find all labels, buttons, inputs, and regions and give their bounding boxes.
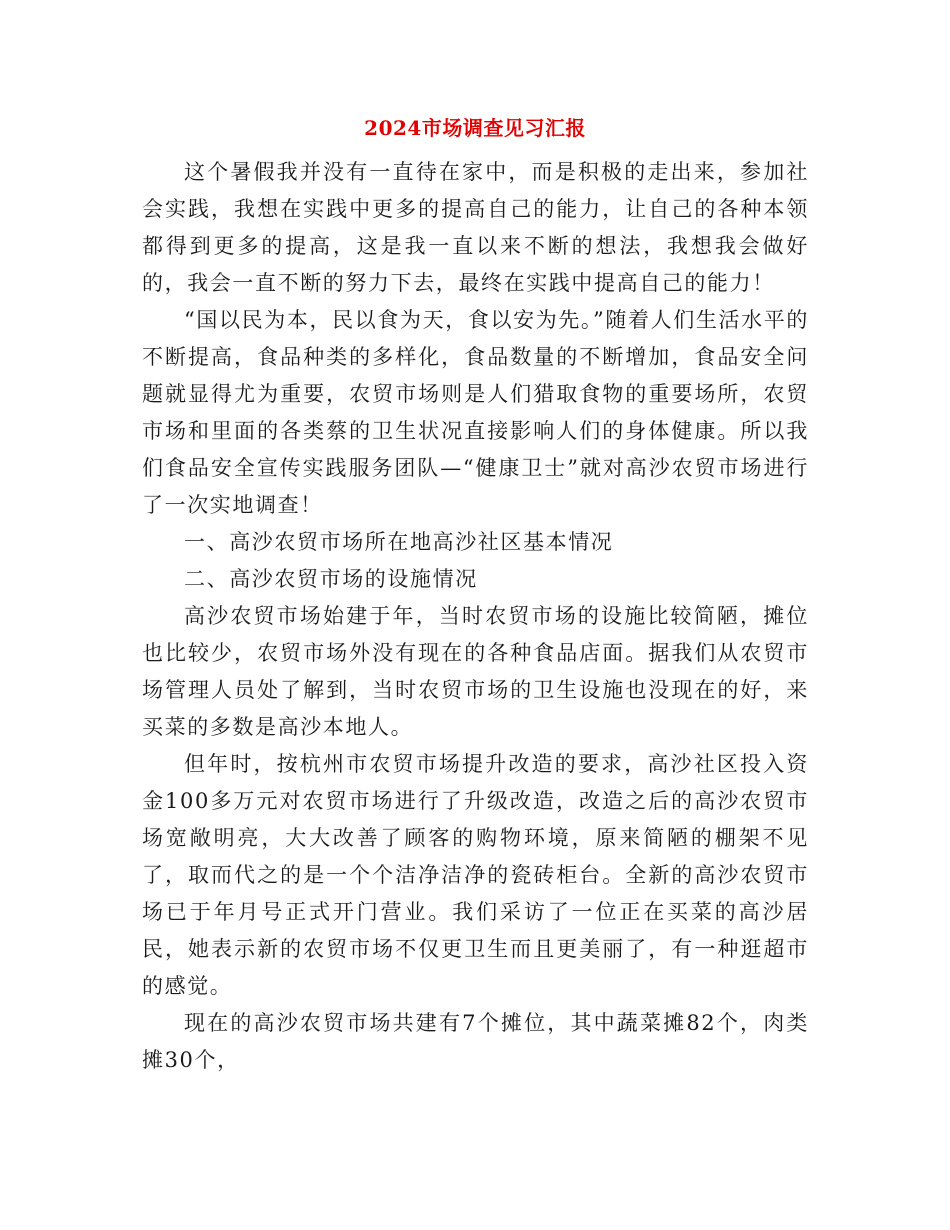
- section-heading-2: 二、高沙农贸市场的设施情况: [184, 567, 478, 591]
- paragraph-history: 高沙农贸市场始建于年，当时农贸市场的设施比较简陋，摊位也比较少，农贸市场外没有现在的各种食品店面。据我们从农贸市场管理人员处了解到，当时农贸市场的卫生设施也没现在的好，来买菜的多数是高沙本地人。: [142, 604, 809, 739]
- paragraph-food-safety: “国以民为本，民以食为天，食以安为先。”随着人们生活水平的不断提高，食品种类的多样化，食品数量的不断增加，食品安全问题就显得尤为重要，农贸市场则是人们猎取食物的重要场所，农贸市场和里面的各类蔡的卫生状况直接影响人们的身体健康。所以我们食品安全宣传实践服务团队—“健康卫士”就对高沙农贸市场进行了一次实地调查！: [142, 308, 809, 517]
- document-title: 2024市场调查见习汇报: [364, 116, 586, 140]
- document-body: [142, 154, 809, 1079]
- section-heading-1: 一、高沙农贸市场所在地高沙社区基本情况: [184, 530, 614, 554]
- paragraph-renovation: 但年时，按杭州市农贸市场提升改造的要求，高沙社区投入资金100多万元对农贸市场进行了升级改造，改造之后的高沙农贸市场宽敞明亮，大大改善了顾客的购物环境，原来简陋的棚架不见了，取而代之的是一个个洁净洁净的瓷砖柜台。全新的高沙农贸市场已于年月号正式开门营业。我们采访了一位正在买菜的高沙居民，她表示新的农贸市场不仅更卫生而且更美丽了，有一种逛超市的感觉。: [142, 752, 809, 998]
- paragraph-intro: 这个暑假我并没有一直待在家中，而是积极的走出来，参加社会实践，我想在实践中更多的提高自己的能力，让自己的各种本领都得到更多的提高，这是我一直以来不断的想法，我想我会做好的，我会一直不断的努力下去，最终在实践中提高自己的能力！: [142, 160, 809, 295]
- paragraph-stalls: 现在的高沙农贸市场共建有7个摊位，其中蔬菜摊82个，肉类摊30个，: [142, 1011, 809, 1072]
